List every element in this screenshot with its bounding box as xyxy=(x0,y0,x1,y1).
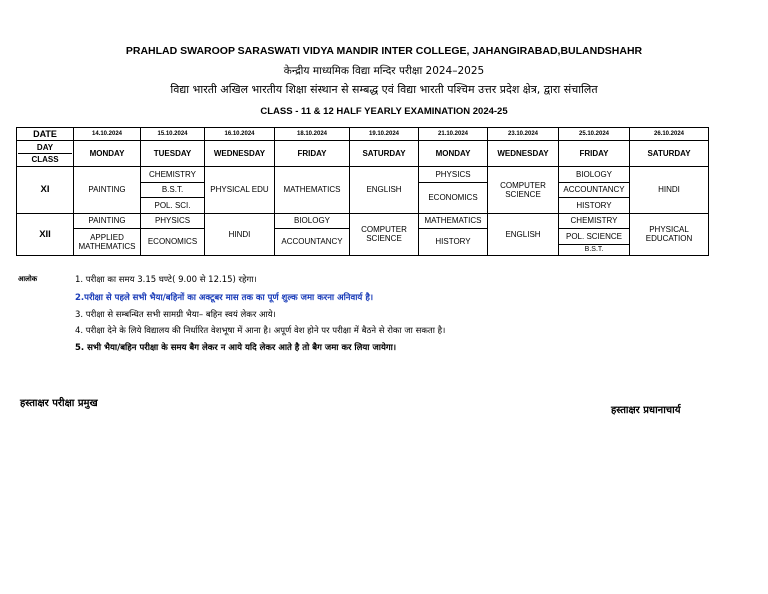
exam-schedule-table xyxy=(16,127,709,256)
date-cell: 15.10.2024 xyxy=(141,128,205,141)
date-cell: 26.10.2024 xyxy=(630,128,709,141)
class-xi-row xyxy=(17,167,709,183)
class-label: CLASS xyxy=(31,155,59,164)
xii-subject: ENGLISH xyxy=(488,213,559,255)
day-label: DAY xyxy=(18,142,72,154)
class-xii-label: XII xyxy=(17,213,74,255)
day-cell: WEDNESDAY xyxy=(488,141,559,167)
xii-subject: ECONOMICS xyxy=(141,229,205,256)
xi-subject: PHYSICAL EDU xyxy=(205,167,275,214)
date-cell: 16.10.2024 xyxy=(205,128,275,141)
xii-subject: CHEMISTRY xyxy=(559,213,630,229)
college-name: PRAHLAD SWAROOP SARASWATI VIDYA MANDIR INTER COLLEGE, JAHANGIRABAD,BULANDSHAHR xyxy=(125,45,643,57)
day-cell: SATURDAY xyxy=(630,141,709,167)
xi-subject: ACCOUNTANCY xyxy=(559,182,630,198)
xi-subject: MATHEMATICS xyxy=(275,167,350,214)
xi-subject: COMPUTER SCIENCE xyxy=(488,167,559,214)
date-cell: 25.10.2024 xyxy=(559,128,630,141)
xii-subject: HINDI xyxy=(205,213,275,255)
class-xii-row xyxy=(17,213,709,229)
day-cell: SATURDAY xyxy=(350,141,419,167)
date-row xyxy=(17,128,709,141)
xii-subject: BIOLOGY xyxy=(275,213,350,229)
xi-subject: HINDI xyxy=(630,167,709,214)
day-cell: TUESDAY xyxy=(141,141,205,167)
day-cell: FRIDAY xyxy=(559,141,630,167)
date-cell: 21.10.2024 xyxy=(419,128,488,141)
day-cell: FRIDAY xyxy=(275,141,350,167)
note-item: 3. परीक्षा से सम्बन्धित सभी सामग्री भैया– बहिन स्वयं लेकर आये। xyxy=(75,310,276,320)
note-item: 1. परीक्षा का समय 3.15 घण्टे( 9.00 से 12.15) रहेगा। xyxy=(75,275,257,285)
xi-subject: PHYSICS xyxy=(419,167,488,183)
date-cell: 18.10.2024 xyxy=(275,128,350,141)
date-cell: 23.10.2024 xyxy=(488,128,559,141)
note-item: 5. सभी भैया/बहिन परीक्षा के समय बैग लेकर न आये यदि लेकर आते है तो बैग जमा कर लिया जायेगा। xyxy=(75,343,397,353)
day-cell: MONDAY xyxy=(419,141,488,167)
day-class-label xyxy=(17,141,74,167)
xii-subject: PAINTING xyxy=(74,213,141,229)
date-cell: 19.10.2024 xyxy=(350,128,419,141)
note-item: 4. परीक्षा देने के लिये विद्यालय की निर्धारित वेशभूषा में आना है। अपूर्ण वेश होने पर परीक्षा में बैठने से रोका जा सकता है। xyxy=(75,326,446,336)
xi-subject: CHEMISTRY xyxy=(141,167,205,183)
xii-subject: ACCOUNTANCY xyxy=(275,229,350,256)
day-cell: WEDNESDAY xyxy=(205,141,275,167)
class-xi-label: XI xyxy=(17,167,74,214)
schedule-title: CLASS - 11 & 12 HALF YEARLY EXAMINATION 2024-25 xyxy=(260,106,508,117)
xi-subject: ECONOMICS xyxy=(419,182,488,213)
xii-subject: PHYSICS xyxy=(141,213,205,229)
affiliation-line: विद्या भारती अखिल भारतीय शिक्षा संस्थान से सम्बद्ध एवं विद्या भारती पश्चिम उत्तर प्रदेश क्षेत्र, द्वारा संचालित xyxy=(170,83,598,96)
xi-subject: HISTORY xyxy=(559,198,630,214)
day-cell: MONDAY xyxy=(74,141,141,167)
xii-subject: POL. SCIENCE xyxy=(559,229,630,245)
signature-exam-head: हस्ताक्षर परीक्षा प्रमुख xyxy=(20,398,98,409)
xi-subject: PAINTING xyxy=(74,167,141,214)
signature-principal: हस्ताक्षर प्रधानाचार्य xyxy=(611,405,681,416)
xii-subject: HISTORY xyxy=(419,229,488,256)
xii-subject: PHYSICAL EDUCATION xyxy=(630,213,709,255)
day-row xyxy=(17,141,709,167)
date-label: DATE xyxy=(17,128,74,141)
exam-line: केन्द्रीय माध्यमिक विद्या मन्दिर परीक्षा 2024–2025 xyxy=(283,65,485,77)
xii-subject: APPLIED MATHEMATICS xyxy=(74,229,141,256)
xi-subject: BIOLOGY xyxy=(559,167,630,183)
xii-subject: MATHEMATICS xyxy=(419,213,488,229)
xii-subject: COMPUTER SCIENCE xyxy=(350,213,419,255)
xi-subject: POL. SCI. xyxy=(141,198,205,214)
date-cell: 14.10.2024 xyxy=(74,128,141,141)
note-item: 2.परीक्षा से पहले सभी भैया/बहिनों का अक्टूबर मास तक का पूर्ण शुल्क जमा करना अनिवार्य है। xyxy=(75,293,374,303)
notes-label: आलोक xyxy=(18,275,38,283)
xii-subject: B.S.T. xyxy=(559,244,630,255)
xi-subject: B.S.T. xyxy=(141,182,205,198)
xi-subject: ENGLISH xyxy=(350,167,419,214)
